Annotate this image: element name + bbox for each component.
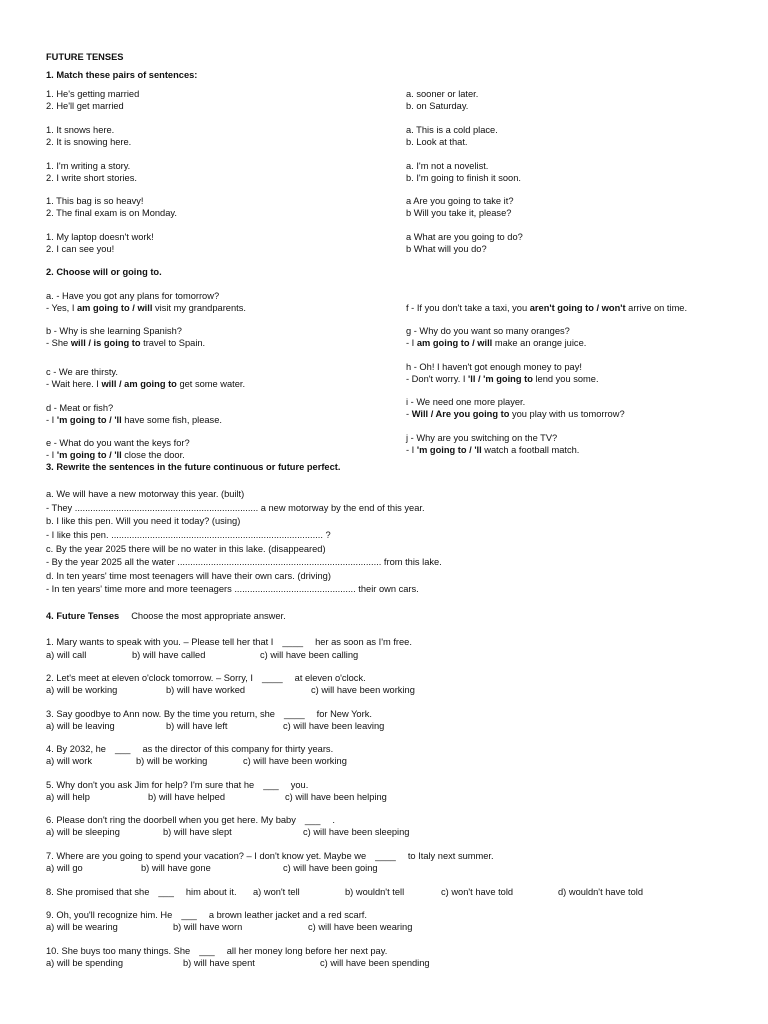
s4-q6-stem: 6. Please don't ring the doorbell when you get here. My baby ___ . — [46, 815, 335, 825]
s1-pair2-right-1: a. This is a cold place. — [406, 125, 498, 135]
s1-pair5-left-1: 1. My laptop doesn't work! — [46, 232, 154, 242]
s4-q1-option-b: b) will have called — [132, 650, 206, 660]
s4-q2-option-a: a) will be working — [46, 685, 118, 695]
s3-c-prompt: c. By the year 2025 there will be no water in this lake. (disappeared) — [46, 544, 326, 554]
s2-i-answer: - Will / Are you going to you play with us tomorrow? — [406, 409, 625, 419]
s1-pair4-right-1: a Are you going to take it? — [406, 196, 514, 206]
s1-pair1-right-1: a. sooner or later. — [406, 89, 479, 99]
s4-q2-option-c: c) will have been working — [311, 685, 415, 695]
s4-q2-stem: 2. Let's meet at eleven o'clock tomorrow. – Sorry, I ____ at eleven o'clock. — [46, 673, 366, 683]
s4-q10-option-b: b) will have spent — [183, 958, 255, 968]
s4-q7-option-c: c) will have been going — [283, 863, 378, 873]
s1-pair3-left-1: 1. I'm writing a story. — [46, 161, 131, 171]
s1-pair1-right-2: b. on Saturday. — [406, 101, 469, 111]
s4-q10-option-a: a) will be spending — [46, 958, 124, 968]
s2-g-question: g - Why do you want so many oranges? — [406, 326, 570, 336]
s2-i-question: i - We need one more player. — [406, 397, 526, 407]
s1-pair4-left-2: 2. The final exam is on Monday. — [46, 208, 177, 218]
s4-q6-option-c: c) will have been sleeping — [303, 827, 410, 837]
s3-b-prompt: b. I like this pen. Will you need it today? (using) — [46, 516, 241, 526]
page-title: FUTURE TENSES — [46, 52, 124, 62]
s4-q4-stem: 4. By 2032, he ___ as the director of this company for thirty years. — [46, 744, 334, 754]
s4-q8-option-b: b) wouldn't tell — [345, 887, 405, 897]
s2-h-question: h - Oh! I haven't got enough money to pay! — [406, 362, 582, 372]
s4-q2-option-b: b) will have worked — [166, 685, 246, 695]
s4-q10-stem: 10. She buys too many things. She ___ all her money long before her next pay. — [46, 946, 388, 956]
s4-q7-option-a: a) will go — [46, 863, 83, 873]
s4-q4-option-b: b) will be working — [136, 756, 208, 766]
s4-q9-option-a: a) will be wearing — [46, 922, 118, 932]
section-4-heading: 4. Future Tenses Choose the most appropriate answer. — [46, 611, 286, 621]
s2-b-question: b - Why is she learning Spanish? — [46, 326, 182, 336]
s2-h-answer: - Don't worry. I 'll / 'm going to lend you some. — [406, 374, 599, 384]
s1-pair5-left-2: 2. I can see you! — [46, 244, 115, 254]
s1-pair2-left-1: 1. It snows here. — [46, 125, 115, 135]
s4-q5-option-b: b) will have helped — [148, 792, 226, 802]
s4-q3-stem: 3. Say goodbye to Ann now. By the time you return, she ____ for New York. — [46, 709, 372, 719]
s4-q3-option-c: c) will have been leaving — [283, 721, 385, 731]
s4-q6-option-b: b) will have slept — [163, 827, 232, 837]
s1-pair2-right-2: b. Look at that. — [406, 137, 468, 147]
s2-a-answer: - Yes, I am going to / will visit my grandparents. — [46, 303, 246, 313]
s1-pair2-left-2: 2. It is snowing here. — [46, 137, 132, 147]
s4-q4-option-c: c) will have been working — [243, 756, 347, 766]
s2-c-answer: - Wait here. I will / am going to get some water. — [46, 379, 246, 389]
s1-pair1-left-1: 1. He's getting married — [46, 89, 140, 99]
s2-a-question: a. - Have you got any plans for tomorrow? — [46, 291, 220, 301]
s2-e-answer: - I 'm going to / 'll close the door. — [46, 450, 185, 460]
s1-pair5-right-1: a What are you going to do? — [406, 232, 523, 242]
section-2-heading: 2. Choose will or going to. — [46, 267, 162, 277]
s4-q3-option-b: b) will have left — [166, 721, 228, 731]
s1-pair3-left-2: 2. I write short stories. — [46, 173, 137, 183]
s3-d-prompt: d. In ten years' time most teenagers will have their own cars. (driving) — [46, 571, 331, 581]
s2-d-question: d - Meat or fish? — [46, 403, 114, 413]
s4-q4-option-a: a) will work — [46, 756, 92, 766]
s4-q5-stem: 5. Why don't you ask Jim for help? I'm sure that he ___ you. — [46, 780, 309, 790]
s4-q9-option-c: c) will have been wearing — [308, 922, 413, 932]
s2-b-answer: - She will / is going to travel to Spain. — [46, 338, 206, 348]
s2-c-question: c - We are thirsty. — [46, 367, 118, 377]
s4-q8-stem: 8. She promised that she ___ him about it. — [46, 887, 237, 897]
s2-f-sentence: f - If you don't take a taxi, you aren't going to / won't arrive on time. — [406, 303, 688, 313]
s4-q5-option-c: c) will have been helping — [285, 792, 387, 802]
s1-pair4-left-1: 1. This bag is so heavy! — [46, 196, 144, 206]
s4-q1-option-c: c) will have been calling — [260, 650, 359, 660]
s3-c-answer-line: - By the year 2025 all the water ............................................................................... from this lake. — [46, 557, 442, 567]
s3-a-answer-line: - They ....................................................................... a new motorway by the end of this year. — [46, 503, 425, 513]
s1-pair3-right-1: a. I'm not a novelist. — [406, 161, 489, 171]
s4-q8-option-c: c) won't have told — [441, 887, 514, 897]
section-3-heading: 3. Rewrite the sentences in the future continuous or future perfect. — [46, 462, 341, 472]
s3-a-prompt: a. We will have a new motorway this year. (built) — [46, 489, 245, 499]
s4-q10-option-c: c) will have been spending — [320, 958, 430, 968]
s2-j-question: j - Why are you switching on the TV? — [406, 433, 558, 443]
s1-pair4-right-2: b Will you take it, please? — [406, 208, 512, 218]
section-1-heading: 1. Match these pairs of sentences: — [46, 70, 198, 80]
s4-q6-option-a: a) will be sleeping — [46, 827, 120, 837]
s4-q5-option-a: a) will help — [46, 792, 90, 802]
s4-q7-stem: 7. Where are you going to spend your vacation? – I don't know yet. Maybe we ____ to Italy next summer. — [46, 851, 494, 861]
s2-j-answer: - I 'm going to / 'll watch a football match. — [406, 445, 580, 455]
s4-q7-option-b: b) will have gone — [141, 863, 211, 873]
s4-q8-option-a: a) won't tell — [253, 887, 300, 897]
s1-pair1-left-2: 2. He'll get married — [46, 101, 124, 111]
s4-q1-option-a: a) will call — [46, 650, 87, 660]
s1-pair3-right-2: b. I'm going to finish it soon. — [406, 173, 521, 183]
s2-d-answer: - I 'm going to / 'll have some fish, please. — [46, 415, 222, 425]
s2-e-question: e - What do you want the keys for? — [46, 438, 190, 448]
s4-q1-stem: 1. Mary wants to speak with you. – Please tell her that I ____ her as soon as I'm free. — [46, 637, 412, 647]
s2-g-answer: - I am going to / will make an orange juice. — [406, 338, 587, 348]
s1-pair5-right-2: b What will you do? — [406, 244, 487, 254]
s4-q8-option-d: d) wouldn't have told — [558, 887, 643, 897]
s3-b-answer-line: - I like this pen. .................................................................................. ? — [46, 530, 331, 540]
s4-q9-option-b: b) will have worn — [173, 922, 243, 932]
s4-q3-option-a: a) will be leaving — [46, 721, 115, 731]
s4-q9-stem: 9. Oh, you'll recognize him. He ___ a brown leather jacket and a red scarf. — [46, 910, 367, 920]
s3-d-answer-line: - In ten years' time more and more teenagers ............................................... their own cars. — [46, 584, 419, 594]
